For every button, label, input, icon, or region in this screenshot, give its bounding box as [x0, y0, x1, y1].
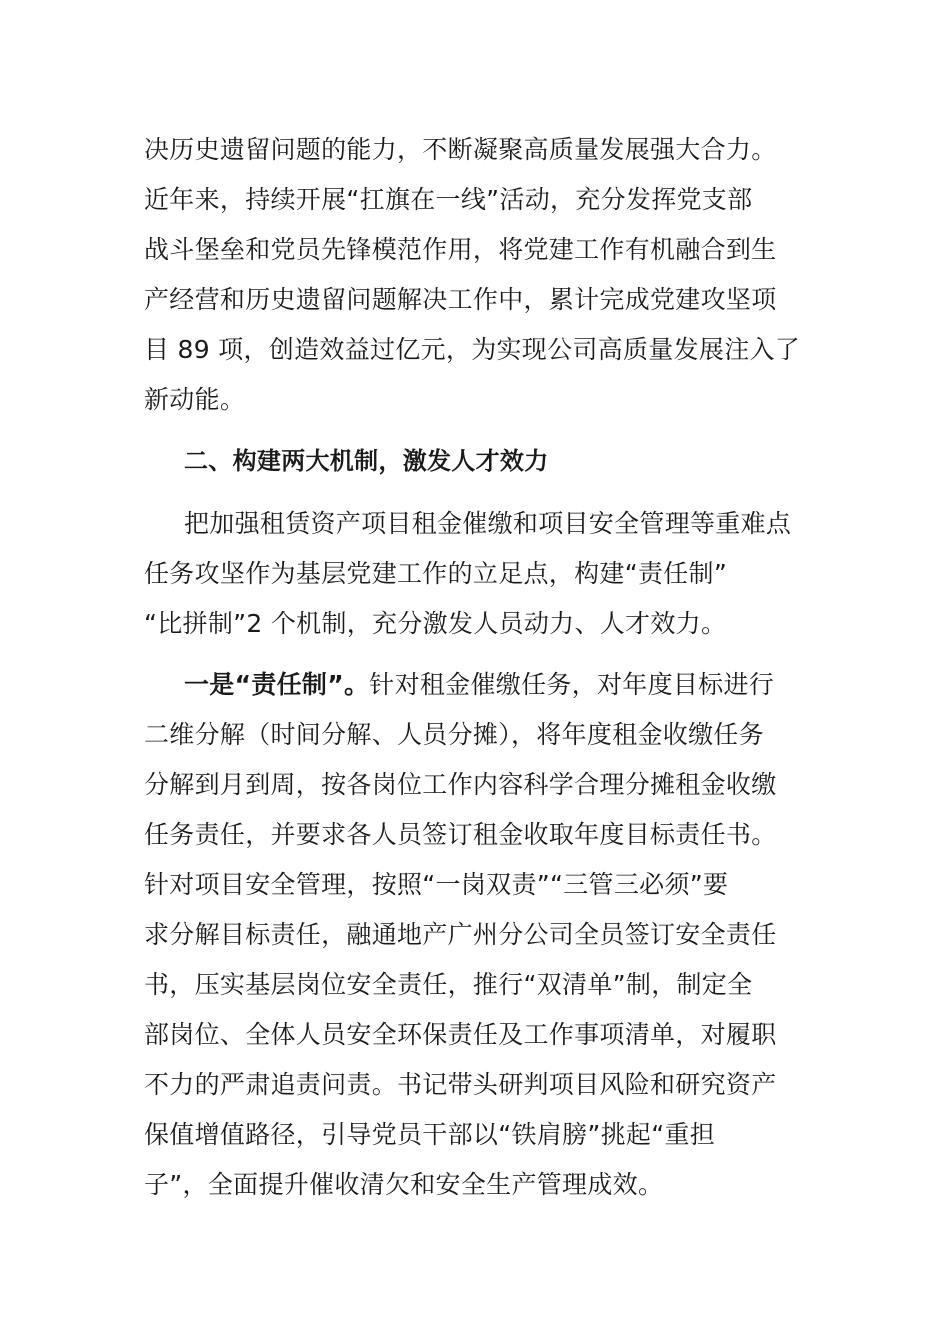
paragraph-3-line-4: 任务责任，并要求各人员签订租金收取年度目标责任书。 [144, 820, 777, 849]
paragraph-3-first-line-rest: 针对租金催缴任务，对年度目标进行 [369, 670, 775, 699]
paragraph-3-line-6: 求分解目标责任，融通地产广州分公司全员签订安全责任 [144, 920, 777, 949]
paragraph-1-line-6: 新动能。 [144, 385, 246, 414]
paragraph-3-line-5: 针对项目安全管理，按照“一岗双责”“三管三必须”要 [144, 870, 729, 899]
paragraph-2-line-2: 任务攻坚作为基层党建工作的立足点，构建“责任制” [144, 559, 728, 588]
paragraph-2-line-1: 把加强租赁资产项目租金催缴和项目安全管理等重难点 [184, 509, 792, 538]
paragraph-3-line-9: 不力的严肃追责问责。书记带头研判项目风险和研究资产 [144, 1070, 777, 1099]
paragraph-1-line-1: 决历史遗留问题的能力，不断凝聚高质量发展强大合力。 [144, 135, 777, 164]
paragraph-3-line-1 [184, 667, 774, 703]
paragraph-3-line-10: 保值增值路径，引导党员干部以“铁肩膀”挑起“重担 [144, 1120, 716, 1149]
section-heading: 二、构建两大机制，激发人才效力 [184, 447, 549, 475]
paragraph-1-line-2: 近年来，持续开展“扛旗在一线”活动，充分发挥党支部 [144, 185, 753, 214]
paragraph-3-line-2: 二维分解（时间分解、人员分摊），将年度租金收缴任务 [144, 720, 765, 749]
paragraph-1-line-5: 目 89 项，创造效益过亿元，为实现公司高质量发展注入了 [144, 335, 801, 364]
paragraph-1-line-4: 产经营和历史遗留问题解决工作中，累计完成党建攻坚项 [144, 285, 777, 314]
paragraph-3-line-3: 分解到月到周，按各岗位工作内容科学合理分摊租金收缴 [144, 770, 777, 799]
paragraph-3-line-8: 部岗位、全体人员安全环保责任及工作事项清单，对履职 [144, 1020, 777, 1049]
paragraph-2-line-3: “比拼制”2 个机制，充分激发人员动力、人才效力。 [144, 609, 727, 638]
paragraph-3-line-11: 子”，全面提升催收清欠和安全生产管理成效。 [144, 1170, 664, 1199]
paragraph-3-lead: 一是“责任制”。 [184, 670, 370, 699]
paragraph-3-line-7: 书，压实基层岗位安全责任，推行“双清单”制，制定全 [144, 970, 753, 999]
paragraph-1-line-3: 战斗堡垒和党员先锋模范作用，将党建工作有机融合到生 [144, 235, 777, 264]
